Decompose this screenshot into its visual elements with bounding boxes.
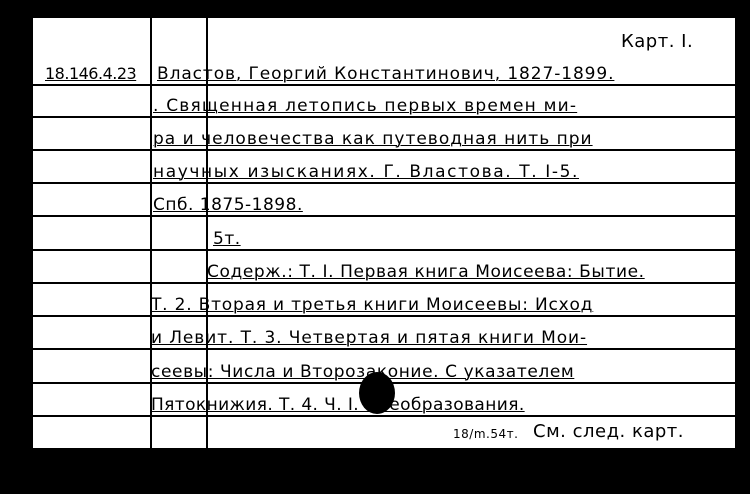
- card-number: Карт. I.: [621, 31, 694, 52]
- ruled-line: [33, 116, 735, 118]
- contents-line: Содерж.: Т. I. Первая книга Моисеева: Бытие.: [207, 262, 645, 282]
- ruled-line: [33, 149, 735, 151]
- volumes: 5т.: [213, 229, 241, 249]
- title-line: ра и человечества как путеводная нить при: [153, 129, 593, 149]
- author-heading: Властов, Георгий Константинович, 1827-1899.: [157, 64, 615, 84]
- contents-line: Пятокнижия. Т. 4. Ч. I. Преобразования.: [151, 395, 525, 415]
- ruled-line: [33, 215, 735, 217]
- contents-line: сеевы: Числа и Второзаконие. С указателем: [151, 362, 575, 382]
- imprint-line: Спб. 1875-1898.: [153, 195, 303, 215]
- catalog-card: [33, 18, 735, 448]
- contents-line: Т. 2. Вторая и третья книги Моисеевы: Исход: [151, 295, 594, 315]
- ruled-line: [33, 84, 735, 86]
- left-margin-line: [150, 18, 152, 448]
- ruled-line: [33, 182, 735, 184]
- title-line: . Священная летопись первых времен ми-: [153, 96, 578, 116]
- ruled-line: [33, 315, 735, 317]
- footer-code: 18/m.54т.: [453, 427, 519, 441]
- ruled-line: [33, 348, 735, 350]
- title-line: научных изысканиях. Г. Властова. Т. I-5.: [153, 162, 580, 182]
- contents-line: и Левит. Т. 3. Четвертая и пятая книги Мои-: [151, 328, 588, 348]
- ruled-line: [33, 249, 735, 251]
- ruled-line: [33, 282, 735, 284]
- ruled-line: [33, 415, 735, 417]
- shelfmark: 18.146.4.23: [45, 64, 137, 83]
- see-next-card: См. след. карт.: [533, 421, 684, 442]
